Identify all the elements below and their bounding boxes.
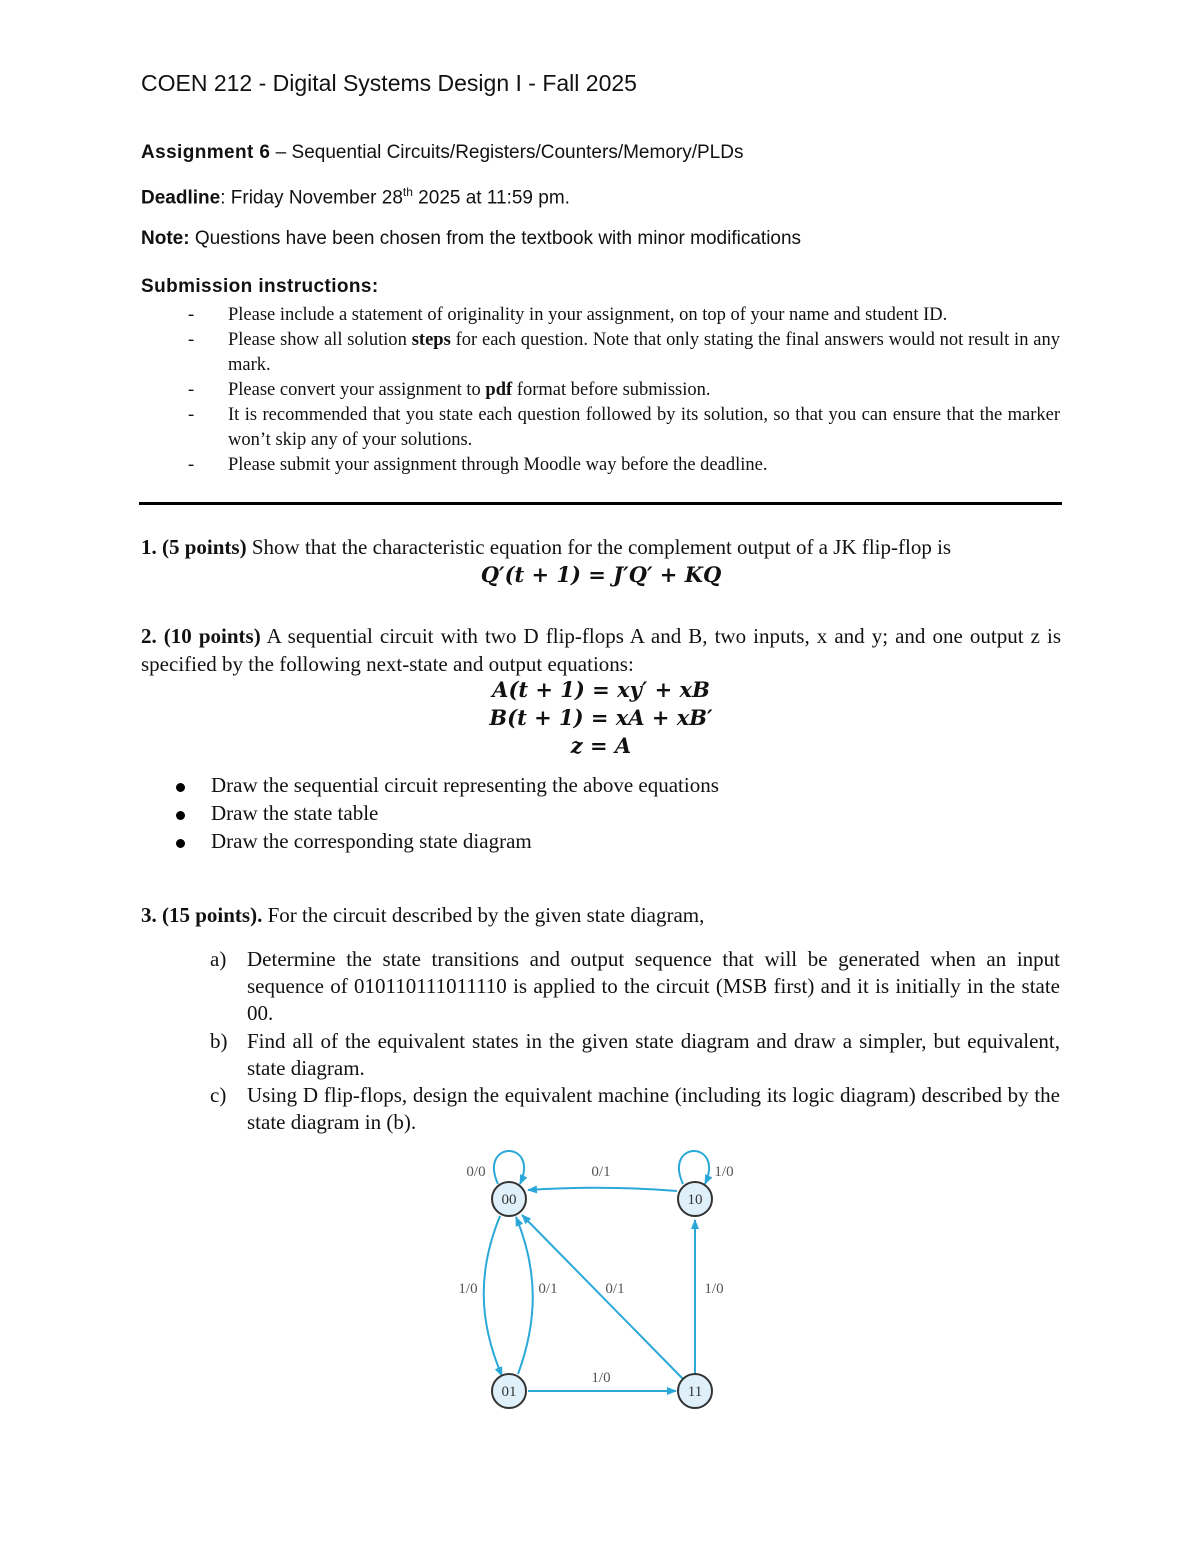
note-line — [141, 228, 801, 250]
deadline-sup: th — [402, 185, 413, 199]
q3-part — [210, 946, 1060, 1027]
bullet-dot — [176, 839, 185, 848]
course-title: COEN 212 - Digital Systems Design I - Fall 2025 — [141, 70, 637, 96]
assignment-label: Assignment 6 — [141, 142, 271, 163]
state-label-10: 10 — [687, 1192, 703, 1208]
transition-label: 0/1 — [538, 1281, 558, 1297]
q3-part-label: b) — [210, 1029, 228, 1053]
section-divider — [139, 502, 1062, 505]
edge-01-to-00 — [516, 1217, 533, 1374]
q2-bullet — [176, 829, 532, 854]
edge-00-to-01 — [484, 1216, 502, 1376]
bullet-dot — [176, 811, 185, 820]
question-3 — [141, 901, 1061, 929]
instruction-bold: pdf — [485, 380, 513, 400]
q3-part — [210, 1082, 1060, 1136]
instruction-text: Please submit your assignment through Moodle way before the deadline. — [228, 455, 768, 475]
instruction-text: Please convert your assignment to — [228, 380, 486, 400]
q2-bullet-text: Draw the sequential circuit representing the above equations — [211, 773, 719, 797]
q3-part — [210, 1028, 1060, 1082]
q2-bullet-text: Draw the corresponding state diagram — [211, 829, 532, 853]
instruction-text-post: for each question. Note that only stating the final answers would not result in any mark. — [228, 330, 1060, 375]
note-label: Note: — [141, 228, 190, 249]
state-label-11: 11 — [687, 1384, 703, 1400]
transition-label: 0/1 — [591, 1164, 611, 1180]
q2-bullet — [176, 773, 719, 798]
transition-label: 1/0 — [591, 1370, 611, 1386]
assignment-text: – Sequential Circuits/Registers/Counters/Memory/PLDs — [270, 142, 744, 163]
q3-part-label: a) — [210, 947, 227, 971]
instruction-item: - Please include a statement of originality in your assignment, on top of your name and student ID. — [188, 305, 948, 325]
q2-equation: z = A — [570, 733, 632, 758]
state-label-00: 00 — [501, 1192, 517, 1208]
submission-heading: Submission instructions: — [141, 276, 379, 297]
instruction-item: - Please submit your assignment through Moodle way before the deadline. — [188, 455, 768, 475]
q3-part-label: c) — [210, 1083, 227, 1107]
deadline-line — [141, 185, 570, 209]
question-1-label: 1. (5 points) — [141, 535, 247, 559]
q3-part-text: Find all of the equivalent states in the given state diagram and draw a simpler, but equivalent, state diagram. — [247, 1029, 1060, 1080]
instruction-text: Please include a statement of originality in your assignment, on top of your name and student ID. — [228, 305, 948, 325]
edge-11-to-00 — [522, 1215, 683, 1379]
q3-part-text: Determine the state transitions and output sequence that will be generated when an input sequence of 010110111011110 is applied to the circuit (MSB first) and it is initially in the state 00. — [247, 947, 1060, 1025]
instruction-item: - Please show all solution steps for each question. Note that only stating the final answers would not result in any mark. — [188, 330, 1060, 375]
transition-label: 0/1 — [605, 1281, 625, 1297]
transition-label: 1/0 — [714, 1164, 734, 1180]
instruction-item: - It is recommended that you state each question followed by its solution, so that you can ensure that the marker won’t skip any of your solutions. — [188, 405, 1060, 450]
question-1 — [141, 533, 1061, 561]
instruction-text: It is recommended that you state each question followed by its solution, so that you can ensure that the marker won’t skip any of your solutions. — [228, 405, 1060, 450]
q2-bullet-text: Draw the state table — [211, 801, 379, 825]
instruction-text-post: format before submission. — [512, 380, 711, 400]
state-label-01: 01 — [501, 1384, 517, 1400]
question-2 — [141, 622, 1061, 678]
bullet-dot — [176, 783, 185, 792]
deadline-text-post: 2025 at 11:59 pm. — [412, 187, 570, 209]
transition-label: 0/0 — [466, 1164, 486, 1180]
transition-label: 1/0 — [704, 1281, 724, 1297]
question-3-text: For the circuit described by the given state diagram, — [262, 903, 705, 927]
deadline-label: Deadline — [141, 187, 221, 209]
q1-equation: Q′(t + 1) = J′Q′ + KQ — [480, 562, 722, 587]
question-1-text: Show that the characteristic equation for the complement output of a JK flip-flop is — [246, 535, 952, 559]
edge-00-self — [494, 1151, 524, 1184]
note-text: Questions have been chosen from the textbook with minor modifications — [189, 228, 802, 249]
question-3-label: 3. (15 points). — [141, 903, 263, 927]
q2-equation: B(t + 1) = xA + xB′ — [489, 705, 713, 730]
state-diagram — [420, 1135, 760, 1425]
instruction-bold: steps — [411, 330, 451, 350]
q3-part-text: Using D flip-flops, design the equivalent machine (including its logic diagram) described by the state diagram in (b). — [247, 1083, 1060, 1134]
deadline-text: : Friday November 28 — [220, 187, 403, 209]
instruction-text: Please show all solution — [228, 330, 412, 350]
edge-10-self — [679, 1151, 709, 1184]
q2-bullet — [176, 801, 378, 826]
assignment-line — [141, 142, 743, 164]
instruction-item: - Please convert your assignment to pdf format before submission. — [188, 380, 711, 400]
question-2-label: 2. (10 points) — [141, 624, 261, 648]
q2-equation: A(t + 1) = xy′ + xB — [492, 677, 710, 702]
edge-10-to-00 — [528, 1188, 677, 1191]
transition-label: 1/0 — [458, 1281, 478, 1297]
question-2-text: A sequential circuit with two D flip-flops A and B, two inputs, x and y; and one output z is specified by the following next-state and output equations: — [141, 624, 1061, 676]
